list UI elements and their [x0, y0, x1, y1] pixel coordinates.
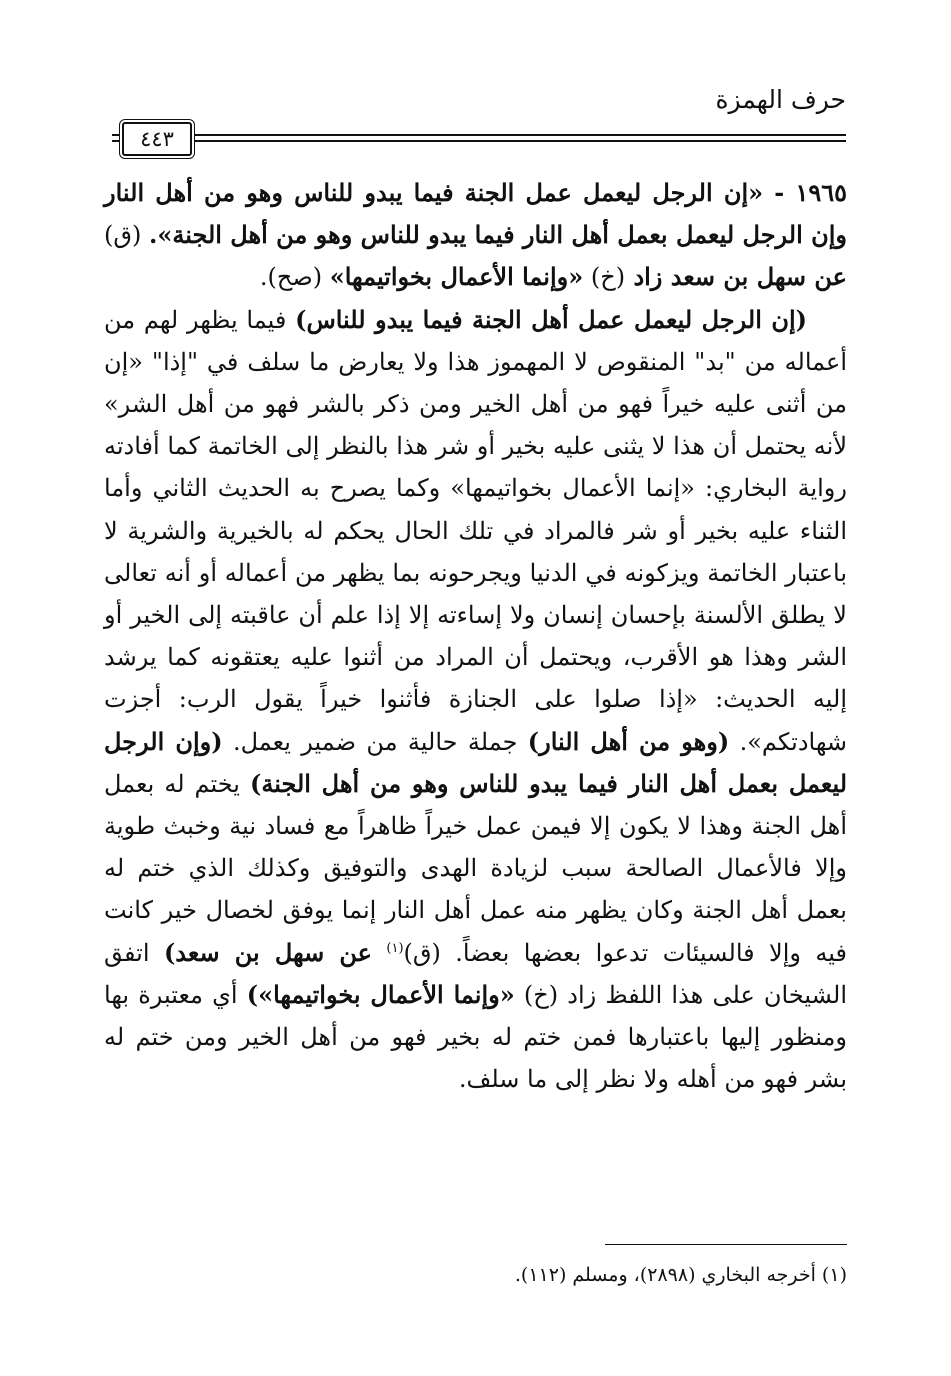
commentary-paragraph: [104, 299, 847, 1101]
quoted-phrase: (إن الرجل ليعمل عمل أهل الجنة فيما يبدو للناس): [295, 304, 807, 334]
quoted-phrase: «وإنما الأعمال بخواتيمها»): [246, 979, 515, 1009]
source-code-q: (ق): [104, 221, 149, 250]
main-text: [104, 172, 847, 1100]
footnote-separator: [605, 1244, 847, 1245]
quoted-phrase: (وإن الرجل ليعمل بعمل أهل النار فيما يبدو للناس وهو من أهل الجنة): [104, 726, 848, 798]
source-code-kh: (خ): [583, 263, 626, 292]
commentary-text: اتفق الشيخان على هذا اللفظ زاد (خ): [104, 938, 847, 1009]
footnote-marker: (١): [386, 940, 404, 956]
header-double-rule: [112, 124, 846, 154]
commentary-text: جملة حالية من ضمير يعمل.: [222, 727, 528, 756]
hadith-text: «إن الرجل ليعمل عمل الجنة فيما يبدو للناس وهو من أهل النار وإن الرجل ليعمل بعمل أهل النار فيما يبدو للناس وهو من أهل الجنة».: [104, 178, 848, 250]
header-rule-line: [190, 134, 846, 136]
header-rule-line: [190, 140, 846, 142]
narrator: عن سهل بن سعد زاد: [625, 262, 847, 292]
commentary-text: يختم له بعمل أهل الجنة وهذا لا يكون إلا فيمن عمل خيراً ظاهراً مع فساد نية وخبث طوية وإلا فالأعمال الصالحة سبب لزيادة الهدى والتوفيق وكذلك الذي ختم له بعمل أهل الجنة وكان يظهر منه عمل أهل النار إنما يوفق لخصال خير كانت فيه وإلا فالسيئات تدعوا بعضها بعضاً. (ق): [104, 769, 847, 967]
header-rule-end: [112, 134, 120, 136]
quoted-phrase: (وهو من أهل النار): [527, 726, 730, 756]
running-head-title: حرف الهمزة: [715, 85, 846, 114]
page-number: ٤٤٣: [122, 122, 192, 156]
header-rule-end: [112, 140, 120, 142]
hadith-addition: «وإنما الأعمال بخواتيمها»: [329, 262, 584, 292]
commentary-text: فيما يظهر لهم من أعماله من "بد" المنقوص لا المهموز هذا ولا يعارض ما سلف في "إذا" «إن من أثنى عليه خيراً فهو من أهل الخير ومن ذكر بالشر فهو من أهل الشر» لأنه يحتمل أن هذا لا يثنى عليه بخير أو شر هذا بالنظر إلى الخاتمة كما أفادته رواية البخاري: «إنما الأعمال بخواتيمها» وكما يصرح به الحديث الثاني وأما الثناء عليه بخير أو شر فالمراد في تلك الحال يحكم له بالخيرية والشرية لا باعتبار الخاتمة ويزكونه في الدنيا ويجرحونه بما يظهر من أعماله أو أنه تعالى لا يطلق الألسنة بإحسان إنسان ولا إساءته إلا إذا علم أن عاقبته إلى الخير أو الشر وهذا هو الأقرب، ويحتمل أن المراد من أثنوا عليه يعتقونه كما يرشد إليه الحديث: «إذا صلوا على الجنازة فأثنوا خيراً يقول الرب: أجزت شهادتكم».: [104, 305, 848, 756]
commentary-text: أي معتبرة بها ومنظور إليها باعتبارها فمن ختم له بخير فهو من أهل الخير ومن ختم له بشر فهو من أهله ولا نظر إلى ما سلف.: [104, 980, 847, 1094]
footnote: (١) أخرجه البخاري (٢٨٩٨)، ومسلم (١١٢).: [514, 1264, 847, 1286]
commentary-text: [372, 939, 386, 967]
quoted-phrase: عن سهل بن سعد): [163, 937, 372, 967]
grade-mark: (صح).: [259, 263, 330, 292]
hadith-entry: [104, 172, 847, 299]
entry-number: ١٩٦٥ -: [763, 178, 848, 207]
